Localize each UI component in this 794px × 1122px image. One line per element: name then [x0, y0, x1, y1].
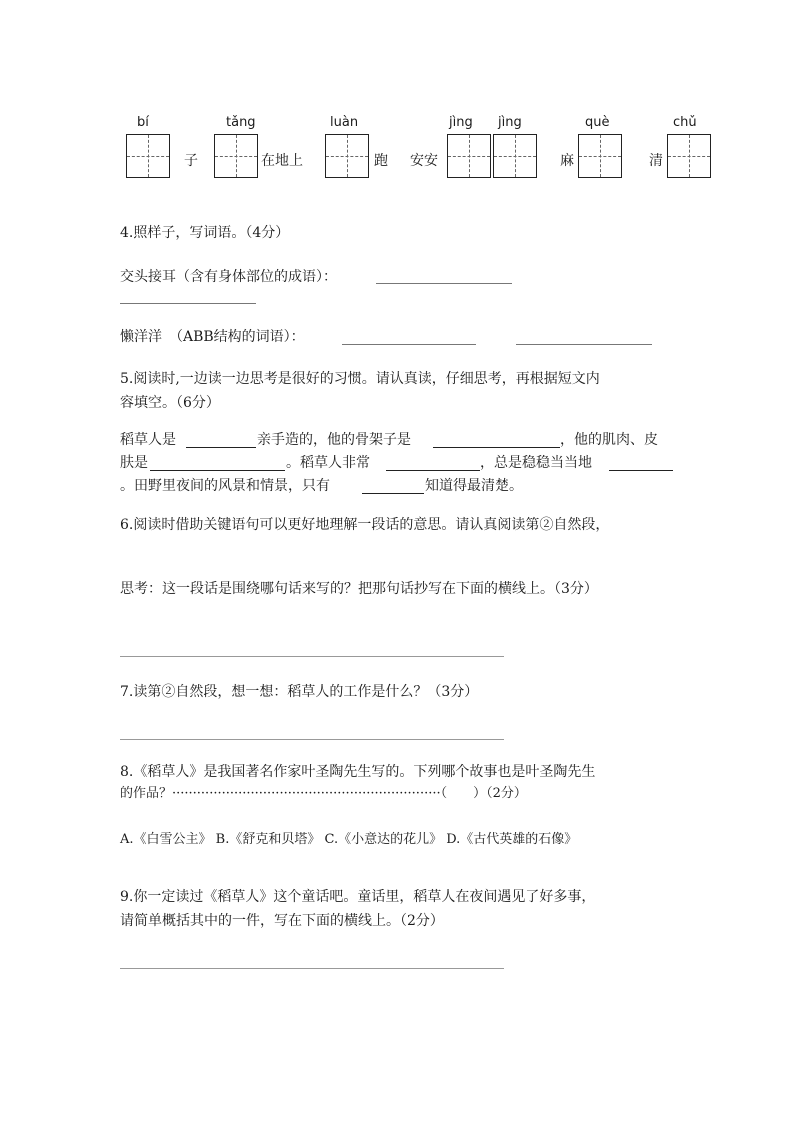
fill-blank[interactable] [362, 493, 424, 494]
pinyin: què [585, 115, 610, 130]
q8-line2: 的作品？·································································（ ）（2分） [120, 786, 527, 801]
q6-line1: 6.阅读时借助关键语句可以更好地理解一段话的意思。请认真阅读第②自然段， [120, 517, 610, 533]
q9-line1: 9.你一定读过《稻草人》这个童话吧。童话里，稻草人在夜间遇见了好多事， [120, 889, 596, 905]
q4-title: 4.照样子，写词语。（4分） [120, 225, 290, 241]
grid-char: 清 [649, 153, 663, 169]
grid-char: 跑 [374, 153, 388, 169]
q5-text: ，总是稳稳当当地 [480, 455, 592, 471]
character-grid-box[interactable] [578, 134, 622, 178]
fill-blank[interactable] [386, 470, 480, 471]
q5-text: 肤是 [120, 455, 148, 471]
q5-text: 。田野里夜间的风景和情景，只有 [120, 478, 330, 494]
pinyin: luàn [330, 115, 359, 130]
pinyin: jìng [498, 115, 522, 130]
q5-title-line2: 容填空。（6分） [120, 395, 220, 411]
character-grid-box[interactable] [126, 134, 170, 178]
answer-line[interactable] [120, 739, 504, 740]
q4-line2-label: 懒洋洋 （ABB结构的词语）： [120, 329, 305, 345]
character-grid-box[interactable] [325, 134, 369, 178]
q8-line1: 8.《稻草人》是我国著名作家叶圣陶先生写的。下列哪个故事也是叶圣陶先生 [120, 764, 596, 780]
answer-line[interactable] [120, 656, 504, 657]
q5-text: 。稻草人非常 [286, 455, 370, 471]
answer-line[interactable] [516, 344, 652, 345]
character-grid-box[interactable] [214, 134, 258, 178]
pinyin: jìng [449, 115, 473, 130]
grid-char: 麻 [560, 153, 574, 169]
q5-text: 稻草人是 [120, 432, 176, 448]
answer-line[interactable] [120, 968, 504, 969]
character-grid-box[interactable] [493, 134, 537, 178]
q4-line1-label: 交头接耳（含有身体部位的成语）： [120, 269, 337, 285]
pinyin: tǎng [226, 115, 256, 130]
q6-line2: 思考：这一段话是围绕哪句话来写的？把那句话抄写在下面的横线上。（3分） [120, 581, 598, 597]
grid-char: 安安 [410, 153, 438, 169]
fill-blank[interactable] [609, 470, 673, 471]
q7-line1: 7.读第②自然段，想一想：稻草人的工作是什么？（3分） [120, 684, 479, 700]
q5-title-line1: 5.阅读时,一边读一边思考是很好的习惯。请认真读，仔细思考，再根据短文内 [120, 371, 600, 387]
grid-char: 在地上 [261, 153, 303, 169]
q5-text: ，他的肌肉、皮 [560, 432, 658, 448]
character-grid-box[interactable] [667, 134, 711, 178]
character-grid-box[interactable] [447, 134, 491, 178]
q5-text: 知道得最清楚。 [425, 478, 523, 494]
answer-line[interactable] [120, 303, 256, 304]
q8-options: A.《白雪公主》 B.《舒克和贝塔》 C.《小意达的花儿》 D.《古代英雄的石像》 [120, 832, 578, 847]
pinyin: bí [137, 115, 149, 130]
answer-line[interactable] [376, 283, 512, 284]
fill-blank[interactable] [150, 470, 285, 471]
q9-line2: 请简单概括其中的一件，写在下面的横线上。（2分） [120, 913, 444, 929]
grid-char: 子 [184, 153, 198, 169]
fill-blank[interactable] [186, 447, 256, 448]
pinyin: chǔ [673, 115, 697, 130]
fill-blank[interactable] [433, 447, 560, 448]
q5-text: 亲手造的，他的骨架子是 [257, 432, 411, 448]
answer-line[interactable] [342, 344, 476, 345]
